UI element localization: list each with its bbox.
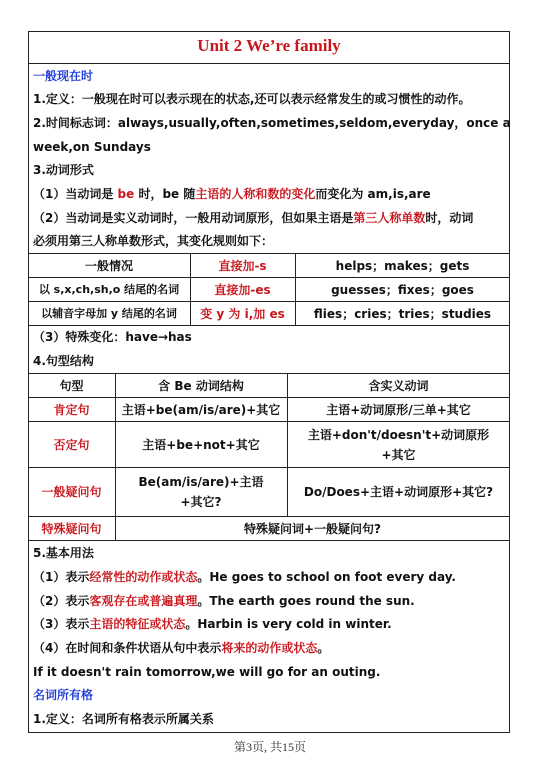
table-cell: 以 s,x,ch,sh,o 结尾的名词 [38, 282, 180, 296]
table-cell: 主语+动词原形/三单+其它 [326, 402, 471, 417]
definition-line: 1.定义：一般现在时可以表示现在的状态,还可以表示经常发生的或习惯性的动作。 [33, 92, 471, 106]
table-line [28, 540, 510, 541]
table-cell: 主语+be+not+其它 [142, 437, 260, 452]
table-cell: 直接加-s [218, 258, 267, 273]
table-cell: 特殊疑问词+一般疑问句? [243, 521, 382, 536]
section-heading-possessive: 名词所有格 [33, 688, 94, 702]
definition-line-2: 1.定义：名词所有格表示所属关系 [33, 712, 214, 726]
table-header-cell: 句型 [59, 378, 84, 393]
verb-form-rule-1: （1）当动词是 be 时，be 随主语的人称和数的变化而变化为 am,is,are [33, 187, 431, 201]
verb-form-rule-2: （2）当动词是实义动词时，一般用动词原形，但如果主语是第三人称单数时，动词 [33, 211, 474, 225]
table-cell: 特殊疑问句 [41, 521, 102, 536]
divider [28, 63, 510, 64]
page-title: Unit 2 We’re family [197, 36, 341, 55]
page-footer: 第3页, 共15页 [233, 740, 306, 754]
table-cell: 一般疑问句 [41, 485, 102, 499]
special-change-line: （3）特殊变化：have→has [33, 330, 192, 344]
table-header-cell: 含 Be 动词结构 [158, 378, 244, 393]
section-heading-present-simple: 一般现在时 [33, 69, 94, 83]
table-cell: flies；cries；tries；studies [313, 306, 492, 321]
usage-example: If it doesn't rain tomorrow,we will go for an outing. [33, 665, 381, 679]
usage-item-3: （3）表示主语的特征或状态。Harbin is very cold in winter. [33, 617, 392, 631]
sentence-structure-heading: 4.句型结构 [33, 354, 94, 368]
usage-item-2: （2）表示客观存在或普遍真理。The earth goes round the sun. [33, 594, 415, 608]
table-cell: 以辅音字母加 y 结尾的名词 [41, 306, 177, 320]
table-cell: 一般情况 [84, 258, 133, 273]
table-line [28, 325, 510, 326]
verb-form-rule-2-cont: 必须用第三人称单数形式，其变化规则如下： [33, 234, 274, 248]
time-words-line-2: week,on Sundays [33, 140, 151, 154]
table-cell: 否定句 [53, 437, 90, 452]
table-cell: 变 y 为 i,加 es [200, 306, 285, 321]
table-cell: 肯定句 [53, 402, 90, 417]
table-cell: 直接加-es [214, 282, 271, 297]
time-words-line-1: 2.时间标志词：always,usually,often,sometimes,seldom,everyday，once a [33, 116, 511, 130]
table-cell: guesses；fixes；goes [331, 282, 474, 297]
usage-heading: 5.基本用法 [33, 546, 94, 560]
usage-item-1: （1）表示经常性的动作或状态。He goes to school on foot every day. [33, 570, 456, 584]
verb-form-heading: 3.动词形式 [33, 163, 94, 177]
table-cell: helps；makes；gets [335, 258, 470, 273]
table-cell: Do/Does+主语+动词原形+其它? [303, 485, 494, 499]
table-header-cell: 含实义动词 [368, 378, 429, 393]
usage-item-4: （4）在时间和条件状语从句中表示将来的动作或状态。 [33, 641, 330, 655]
table-cell: Be(am/is/are)+主语+其它? [138, 475, 264, 509]
table-cell: 主语+don't/doesn't+动词原形+其它 [307, 427, 490, 462]
table-cell: 主语+be(am/is/are)+其它 [121, 402, 281, 417]
